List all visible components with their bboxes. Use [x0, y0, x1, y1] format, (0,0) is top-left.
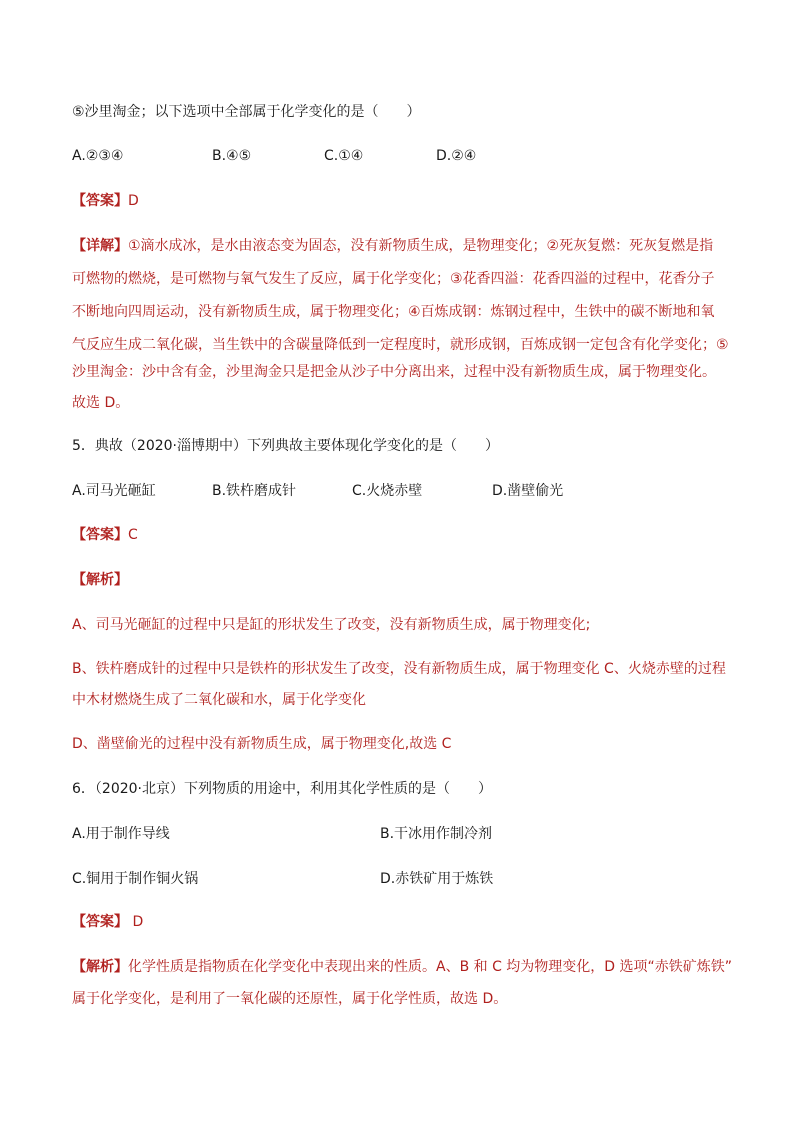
answer-line — [72, 912, 143, 932]
question-stem: 5．典故（2020·淄博期中）下列典故主要体现化学变化的是（ ） — [72, 438, 499, 454]
analysis-line-1 — [72, 957, 732, 977]
detail-line-2: 可燃物的燃烧，是可燃物与氧气发生了反应，属于化学变化；③花香四溢：花香四溢的过程中，花香分子 — [72, 271, 715, 287]
answer-tag: 【答案】 — [72, 914, 128, 930]
option-a: A.②③④ — [72, 148, 124, 164]
option-b: B.④⑤ — [212, 148, 252, 164]
analysis-line-2: 属于化学变化，是利用了一氧化碳的还原性，属于化学性质，故选 D。 — [72, 991, 508, 1007]
detail-line-3: 不断地向四周运动，没有新物质生成，属于物理变化；④百炼成钢：炼钢过程中，生铁中的碳不断地和氧 — [72, 304, 715, 320]
analysis-line-2: B、铁杵磨成针的过程中只是铁杵的形状发生了改变，没有新物质生成，属于物理变化 C、火烧赤壁的过程 — [72, 661, 726, 677]
analysis-line-1: A、司马光砸缸的过程中只是缸的形状发生了改变，没有新物质生成，属于物理变化; — [72, 617, 591, 633]
analysis-tag: 【解析】 — [72, 959, 128, 975]
option-b: B.铁杵磨成针 — [212, 483, 297, 499]
answer-line — [72, 191, 139, 211]
question-stem: ⑤沙里淘金；以下选项中全部属于化学变化的是（ ） — [72, 104, 421, 120]
answer-line — [72, 525, 138, 545]
detail-text: ①滴水成冰，是水由液态变为固态，没有新物质生成，是物理变化；②死灰复燃：死灰复燃是指 — [128, 238, 714, 254]
answer-tag: 【答案】 — [72, 193, 128, 209]
answer-value: D — [128, 914, 144, 930]
option-d: D.凿壁偷光 — [492, 483, 564, 499]
analysis-line-3: 中木材燃烧生成了二氧化碳和水，属于化学变化 — [72, 692, 366, 708]
detail-line-5: 沙里淘金：沙中含有金，沙里淘金只是把金从沙子中分离出来，过程中没有新物质生成，属于物理变化。 — [72, 364, 716, 380]
option-a: A.用于制作导线 — [72, 826, 170, 842]
detail-line-4: 气反应生成二氧化碳，当生铁中的含碳量降低到一定程度时，就形成钢，百炼成钢一定包含有化学变化；⑤ — [72, 337, 729, 353]
option-a: A.司马光砸缸 — [72, 483, 156, 499]
option-c: C.①④ — [324, 148, 364, 164]
detail-tag: 【详解】 — [72, 238, 128, 254]
answer-value: D — [128, 193, 139, 209]
detail-line-6: 故选 D。 — [72, 395, 130, 411]
question-stem: 6．（2020·北京）下列物质的用途中，利用其化学性质的是（ ） — [72, 781, 492, 797]
option-c: C.铜用于制作铜火锅 — [72, 871, 199, 887]
analysis-line-4: D、凿壁偷光的过程中没有新物质生成，属于物理变化,故选 C — [72, 736, 452, 752]
option-d: D.赤铁矿用于炼铁 — [380, 871, 494, 887]
answer-tag: 【答案】 — [72, 527, 128, 543]
option-c: C.火烧赤壁 — [352, 483, 423, 499]
analysis-text: 化学性质是指物质在化学变化中表现出来的性质。A、B 和 C 均为物理变化，D 选项“赤铁矿炼铁” — [128, 959, 733, 975]
analysis-tag: 【解析】 — [72, 572, 128, 588]
answer-value: C — [128, 527, 138, 543]
option-b: B.干冰用作制冷剂 — [380, 826, 493, 842]
analysis-heading — [72, 570, 128, 590]
option-d: D.②④ — [436, 148, 477, 164]
detail-line-1 — [72, 236, 713, 256]
